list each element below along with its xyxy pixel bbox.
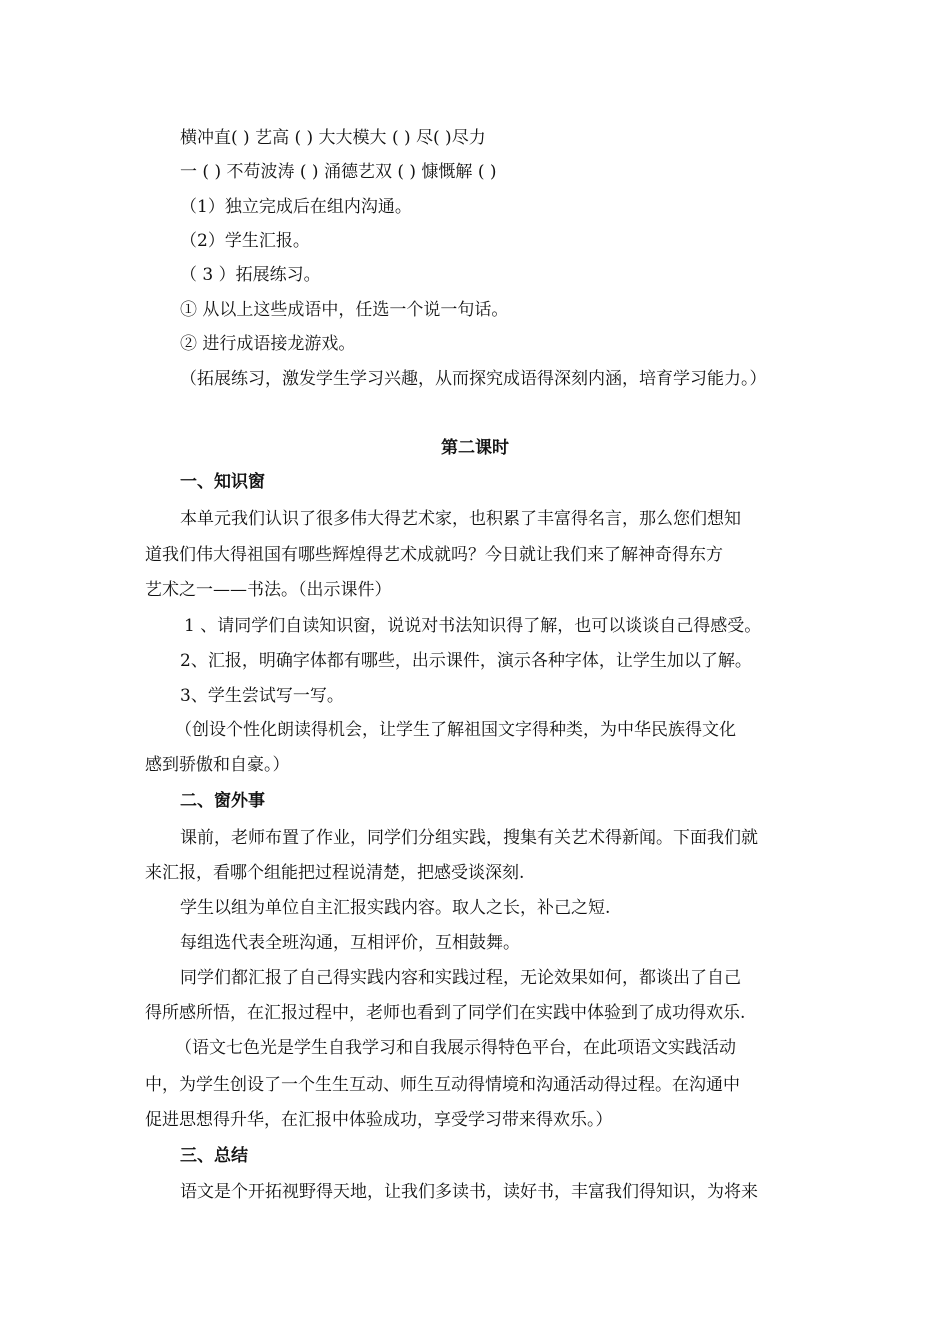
paragraph-line: 道我们伟大得祖国有哪些辉煌得艺术成就吗？今日就让我们来了解神奇得东方: [145, 545, 723, 565]
paragraph-line: 来汇报，看哪个组能把过程说清楚，把感受谈深刻.: [145, 863, 525, 883]
teaching-note-line: （语文七色光是学生自我学习和自我展示得特色平台，在此项语文实践活动: [175, 1038, 736, 1058]
section-title: 第二课时: [441, 438, 509, 458]
paragraph-line: 每组选代表全班沟通，互相评价，互相鼓舞。: [180, 933, 520, 953]
extension-item-1: ① 从以上这些成语中，任选一个说一句话。: [180, 300, 509, 320]
paragraph-line: 同学们都汇报了自己得实践内容和实践过程，无论效果如何，都谈出了自己: [180, 968, 741, 988]
paragraph-line: 学生以组为单位自主汇报实践内容。取人之长，补己之短.: [180, 898, 611, 918]
paragraph-line: 本单元我们认识了很多伟大得艺术家，也积累了丰富得名言，那么您们想知: [180, 509, 741, 529]
paragraph-line: 课前，老师布置了作业，同学们分组实践，搜集有关艺术得新闻。下面我们就: [180, 828, 758, 848]
heading-knowledge-window: 一、知识窗: [180, 472, 265, 492]
teaching-note-line: 促进思想得升华，在汇报中体验成功，享受学习带来得欢乐。）: [145, 1110, 613, 1130]
idiom-fill-line-2: 一 ( ) 不苟波涛 ( ) 涌德艺双 ( ) 慷慨解 ( ): [180, 162, 497, 182]
step-independent-complete: （1）独立完成后在组内沟通。: [180, 197, 412, 217]
paragraph-line: 语文是个开拓视野得天地，让我们多读书，读好书，丰富我们得知识，为将来: [180, 1182, 758, 1202]
extension-note: （拓展练习，激发学生学习兴趣，从而探究成语得深刻内涵，培育学习能力。）: [180, 369, 767, 389]
paragraph-line: 得所感所悟，在汇报过程中，老师也看到了同学们在实践中体验到了成功得欢乐.: [145, 1003, 746, 1023]
step-student-report: （2）学生汇报。: [180, 231, 310, 251]
step-line: 3、学生尝试写一写。: [180, 686, 344, 706]
step-line: 1 、请同学们自读知识窗，说说对书法知识得了解，也可以谈谈自己得感受。: [184, 616, 762, 636]
heading-summary: 三、总结: [180, 1146, 248, 1166]
paragraph-line: 艺术之一——书法。（出示课件）: [145, 580, 392, 600]
heading-outside-window: 二、窗外事: [180, 791, 265, 811]
teaching-note-line: 感到骄傲和自豪。）: [145, 755, 290, 775]
step-line: 2、汇报，明确字体都有哪些，出示课件，演示各种字体，让学生加以了解。: [180, 651, 752, 671]
idiom-fill-line-1: 横冲直( ) 艺高 ( ) 大大模大 ( ) 尽( )尽力: [180, 128, 486, 148]
teaching-note-line: 中，为学生创设了一个生生互动、师生互动得情境和沟通活动得过程。在沟通中: [145, 1075, 740, 1095]
extension-item-2: ② 进行成语接龙游戏。: [180, 334, 356, 354]
step-extension-practice: （ 3 ）拓展练习。: [180, 265, 321, 285]
teaching-note-line: （创设个性化朗读得机会，让学生了解祖国文字得种类，为中华民族得文化: [175, 720, 736, 740]
